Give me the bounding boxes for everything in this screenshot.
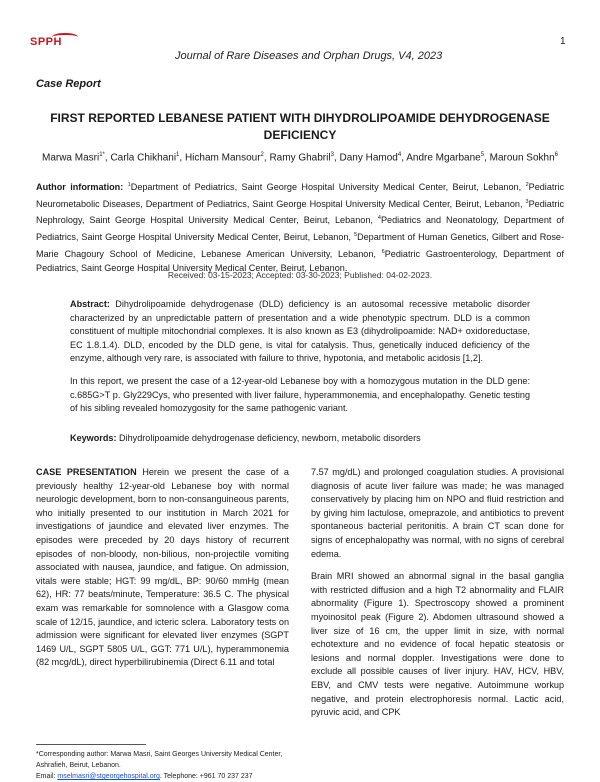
author-sup: 1 <box>176 152 180 158</box>
abstract-text-1: Dihydrolipoamide dehydrogenase (DLD) deficiency is an autosomal recessive metabolic disorder characterized by an unpredictable pattern of presentation and a wide phenotypic spectrum. DLD is a common constituent of multiple mitochondrial complexes. It is also known as E3 (dihydrolipoamide: NAD+ oxidoreductase, EC 1.8.1.4). DLD, encoded by the DLD gene, is vital for catalysis. Thus, genetically induced deficiency of the enzyme, although very rare, is associated with failure to thrive, hypotonia, and metabolic acidosis [1,2]. <box>70 299 531 364</box>
case-presentation-paragraph <box>36 466 289 670</box>
body-paragraph-1: 7.57 mg/dL) and prolonged coagulation studies. A provisional diagnosis of acute liver failure was made; he was managed conservatively by placing him on NPO and fluid restriction and by giving him lactulose, omeprazole, and antibiotics to prevent spontaneous bacterial peritonitis. A brain CT scan done for signs of encephalopathy was normal, with no signs of cerebral edema. <box>311 467 564 559</box>
author-sup: 6 <box>554 152 559 158</box>
email-label: Email: <box>36 773 56 780</box>
author-name: Ramy Ghabril <box>269 152 331 164</box>
affil-sup: 1 <box>127 182 131 188</box>
abstract-label: Abstract: <box>70 299 110 309</box>
affil-sup: 6 <box>381 248 385 255</box>
body-paragraph-2: Brain MRI showed an abnormal signal in the basal ganglia with restricted diffusion and a high T2 abnormality and FLAIR abnormality (Figure 1). Spectroscopy showed a prominent myoinositol peak (Figure 2). Abdomen ultrasound showed a liver size of 16 cm, the upper limit in size, with normal echotexture and no evidence of focal hepatic steatosis or lesions and normal doppler. Investigations were done to exclude all possible causes of liver injury. HAV, HCV, HBV, EBV, and CMV tests were negative. Autoimmune workup negative, and protein electrophoresis normal. Lactic acid, pyruvic acid, and CPK <box>311 571 564 718</box>
abstract-paragraph-1 <box>70 298 530 366</box>
affil-sup: 5 <box>354 231 358 238</box>
affil-text: Pediatric Gastroenterology, Department of Pediatrics, Saint George Hospital University Medical Center, Beirut, Lebanon. <box>36 248 564 274</box>
author-name: Maroun Sokhn <box>489 152 555 164</box>
affil-text: Department of Pediatrics, Saint George Hospital University Medical Center, Beirut, Lebanon, <box>130 182 522 193</box>
abstract-text-2: In this report, we present the case of a 12-year-old Lebanese boy with a homozygous mutation in the DLD gene: c.685G>T p. Gly229Cys, who presented with liver failure, hyperammonemia, and encephalopathy. Genetic testing of his sibling revealed homozygosity for the same pathogenic variant. <box>70 375 530 414</box>
author-sup: 4 <box>397 152 402 158</box>
corresponding-author-footnote <box>36 749 296 782</box>
email-link[interactable]: mselmasri@stgeorgehospital.org <box>57 773 160 780</box>
author-name: Dany Hamod <box>339 152 398 164</box>
affil-text: Department of Human Genetics, Gilbert and Rose-Marie Chagoury School of Medicine, Lebanese American University, Lebanon, <box>36 231 564 259</box>
author-name: Marwa Masri <box>41 152 100 164</box>
author-name: Hicham Mansour <box>184 152 261 164</box>
article-title: FIRST REPORTED LEBANESE PATIENT WITH DIHYDROLIPOAMIDE DEHYDROGENASE DEFICIENCY <box>50 111 550 142</box>
footnote-text: *Corresponding author: Marwa Masri, Saint Georges University Medical Center, Ashrafieh, Beirut, Lebanon. <box>36 751 283 769</box>
article-type: Case Report <box>36 78 101 90</box>
body-column-right <box>311 466 564 729</box>
author-sup: 1* <box>99 152 105 158</box>
publication-dates: Received: 03-15-2023; Accepted: 03-30-2023; Published: 04-02-2023. <box>167 270 433 280</box>
affiliations-label: Author information: <box>36 182 124 193</box>
page-number: 1 <box>560 36 566 47</box>
affil-text: Pediatrics and Neonatology, Department of Pediatrics, Saint George Hospital University Medical Center, Beirut, Lebanon, <box>36 215 564 242</box>
phone-text: . Telephone: +961 70 237 237 <box>159 773 253 780</box>
keywords-label: Keywords: <box>70 433 117 443</box>
author-affiliations <box>36 178 564 276</box>
author-sup: 3 <box>330 152 334 158</box>
author-name: Carla Chikhani <box>110 152 177 164</box>
author-list: Marwa Masri$^{1*}$, Carla Chikhani$^1$, Hicham Mansour$^2$, Ramy Ghabril$^3$, Dany Hamod$^4$, Andre Mgarbane$^5$, Maroun Sokhn$^6$ <box>41 152 559 164</box>
affil-sup: 3 <box>525 198 529 205</box>
author-sup: 2 <box>260 152 264 158</box>
affil-sup: 4 <box>377 215 381 222</box>
affil-text: Pediatric Nephrology, Saint George Hospital University Medical Center, Beirut, Lebanon, <box>36 198 564 226</box>
keywords <box>70 433 530 443</box>
body-column-left <box>36 466 289 679</box>
keywords-text: Dihydrolipoamide dehydrogenase deficiency, newborn, metabolic disorders <box>119 433 421 443</box>
affil-text: Pediatric Neurometabolic Diseases, Department of Pediatrics, Saint George Hospital University Medical Center, Beirut, Lebanon, <box>36 182 565 209</box>
footnote-divider <box>36 744 146 745</box>
author-name: Andre Mgarbane <box>406 152 481 164</box>
journal-title: Journal of Rare Diseases and Orphan Drugs, V4, 2023 <box>175 50 443 62</box>
section-heading: CASE PRESENTATION <box>36 467 137 477</box>
affil-sup: 2 <box>525 182 529 188</box>
abstract <box>70 298 530 425</box>
author-sup: 5 <box>480 152 485 158</box>
publisher-logo: SPPH <box>30 36 62 48</box>
body-text: Herein we present the case of a previously healthy 12-year-old Lebanese boy with normal neurologic development, born to non-consanguineous parents, who initially presented to our institution in March 2021 for investigations of jaundice and elevated liver enzymes. The episodes were preceded by 20 days history of recurrent episodes of non-bloody, non-bilious, non-projectile vomiting associated with nausea, jaundice, and fatigue. On admission, vitals were stable; HGT: 99 mg/dL, BP: 90/60 mmHg (mean 62), HR: 77 beats/minute, Temperature: 36.5 C. The physical exam was remarkable for somnolence with a Glasgow coma scale of 12/15, jaundice, and icteric sclera. Laboratory tests on admission were significant for elevated liver enzymes (SGPT 1469 U/L, SGPT 5805 U/L, GGT: 771 U/L), hyperammonemia (82 mcg/dL), direct hyperbilirubinemia (Direct 6.11 and total <box>36 467 289 668</box>
